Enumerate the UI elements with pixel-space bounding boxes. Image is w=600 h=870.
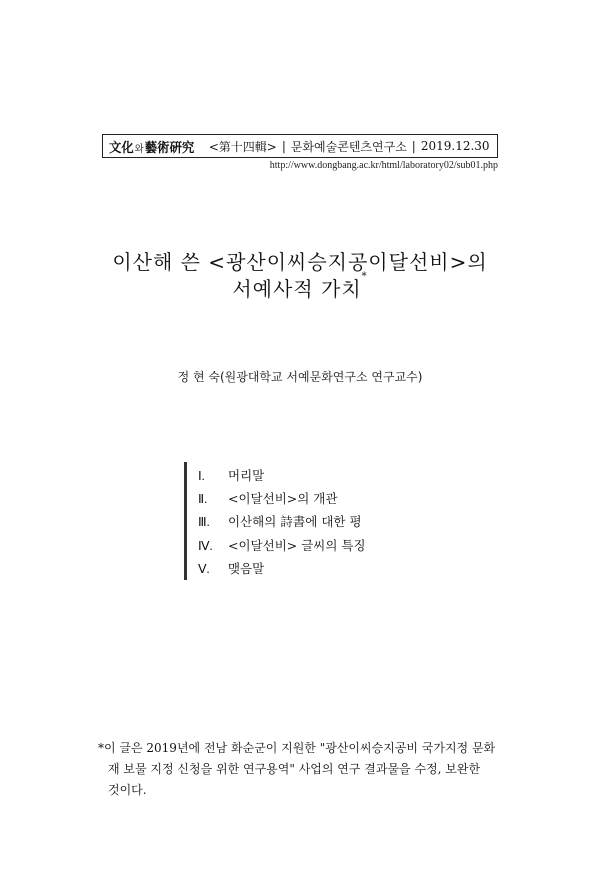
- toc-number: Ⅴ.: [198, 561, 210, 576]
- logo-text-3: 藝術硏究: [144, 140, 195, 156]
- article-title-line2: [0, 273, 600, 302]
- toc-label: <이달선비>의 개관: [228, 491, 338, 507]
- logo-text-1: 文化: [109, 140, 134, 156]
- separator: |: [281, 139, 286, 153]
- logo-text-2: 와: [134, 143, 144, 155]
- table-of-contents: [198, 464, 366, 580]
- author-line: 정 현 숙(원광대학교 서예문화연구소 연구교수): [177, 370, 423, 384]
- toc-item: [198, 464, 366, 487]
- publish-date: 2019.12.30: [420, 139, 490, 153]
- toc-number: Ⅲ.: [198, 515, 210, 530]
- footnote-line-1: *이 글은 2019년에 전남 화순군이 지원한 "광산이씨승지공비 국가지정 문화: [98, 741, 496, 755]
- separator: |: [411, 139, 416, 153]
- toc-item: [198, 510, 366, 533]
- article-title-line1: 이산해 쓴 <광산이씨승지공이달선비>의: [112, 250, 488, 274]
- toc-label: <이달선비> 글씨의 특징: [228, 537, 366, 553]
- journal-header: [102, 134, 498, 158]
- journal-name: 문화예술콘텐츠연구소: [290, 139, 407, 154]
- issue-label: <第十四輯>: [208, 139, 277, 154]
- journal-logo: [109, 137, 194, 156]
- title-text: 서예사적 가치: [232, 277, 362, 301]
- source-url[interactable]: http://www.dongbang.ac.kr/html/laboratory02/sub01.php: [269, 160, 498, 171]
- toc-label: 맺음말: [228, 560, 265, 576]
- toc-item: [198, 557, 366, 580]
- footnote-line-2: 재 보물 지정 신청을 위한 연구용역" 사업의 연구 결과물을 수정, 보완한: [108, 762, 481, 776]
- toc-label: 머리말: [228, 468, 265, 483]
- toc-item: [198, 534, 366, 557]
- toc-item: [198, 487, 366, 510]
- toc-number: Ⅰ.: [198, 469, 205, 483]
- toc-number: Ⅳ.: [198, 538, 213, 553]
- toc-label: 이산해의 詩書에 대한 평: [228, 514, 362, 530]
- footnote-marker: *: [361, 271, 368, 282]
- toc-number: Ⅱ.: [198, 492, 208, 507]
- footnote-line-3: 것이다.: [108, 783, 147, 797]
- footnote: [98, 738, 510, 801]
- toc-divider: [184, 462, 187, 580]
